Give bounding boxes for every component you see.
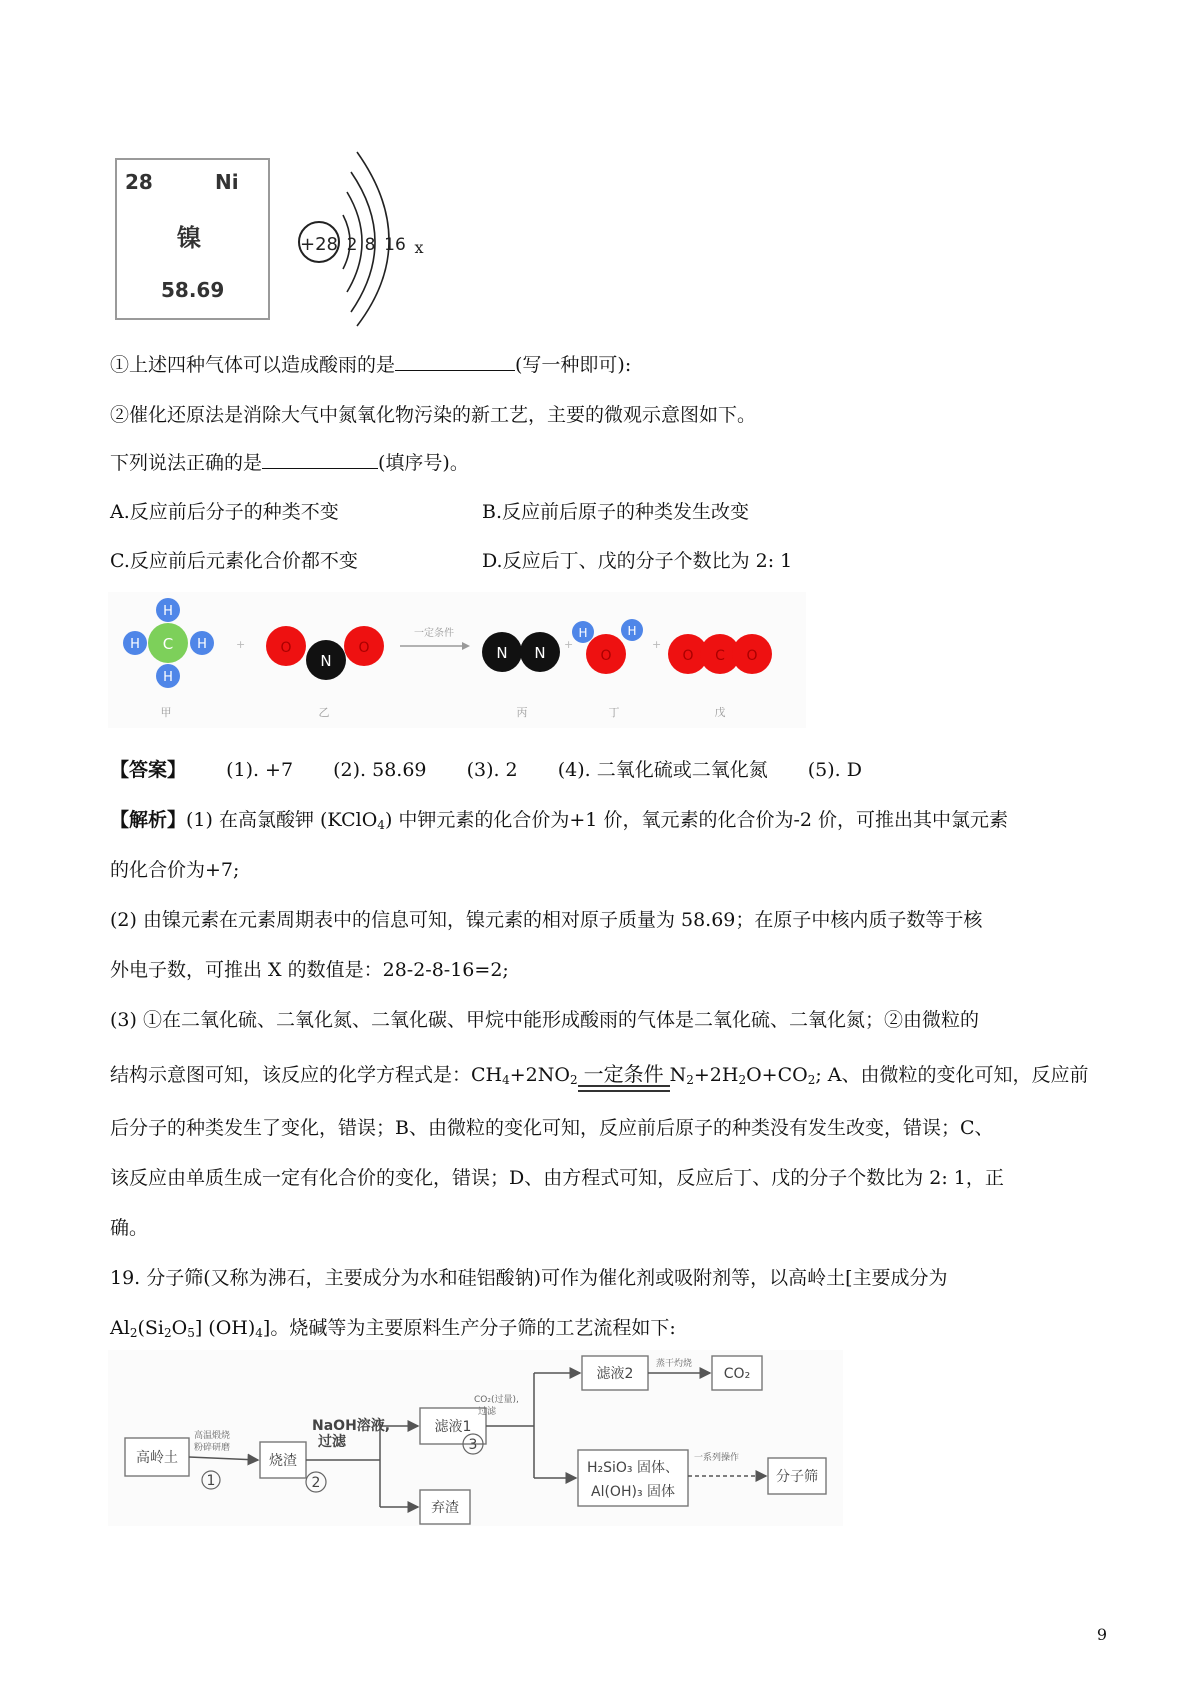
shell-4: x	[414, 238, 424, 257]
svg-text:N: N	[496, 644, 508, 662]
molecule-carbon-dioxide	[668, 634, 772, 674]
svg-text:Al(OH)₃ 固体: Al(OH)₃ 固体	[591, 1484, 675, 1500]
analysis-line-3: (2) 由镍元素在元素周期表中的信息可知，镍元素的相对原子质量为 58.69；在原子中核内质子数等于核	[110, 909, 983, 931]
svg-text:O: O	[746, 648, 758, 664]
svg-text:C: C	[715, 648, 725, 664]
svg-text:H: H	[163, 670, 173, 685]
label-yi: 乙	[318, 706, 330, 719]
answer-5: (5). D	[807, 759, 862, 781]
atomic-number: 28	[125, 170, 153, 194]
svg-text:O: O	[600, 648, 612, 664]
svg-text:O: O	[280, 640, 292, 656]
page-number: 9	[1096, 1625, 1107, 1644]
element-name: 镍	[177, 224, 201, 252]
atomic-mass: 58.69	[161, 278, 225, 302]
answer-2: (2). 58.69	[333, 759, 427, 781]
option-c: C.反应前后元素化合价都不变	[110, 550, 358, 572]
molecule-water	[572, 619, 643, 674]
arrow-condition: 一定条件	[414, 628, 454, 639]
shell-1: 2	[346, 235, 358, 255]
svg-text:1: 1	[206, 1473, 216, 1489]
nucleus-charge: +28	[300, 234, 338, 255]
analysis-line-1: 【解析】(1) 在高氯酸钾 (KClO$_4$) 中钾元素的化合价为+1 价，氧元素的化合价为-2 价，可推出其中氯元素	[110, 809, 1008, 832]
reaction-micro-diagram	[108, 592, 806, 728]
analysis-line-4: 外电子数，可推出 X 的数值是：28-2-8-16=2;	[110, 959, 509, 981]
svg-text:CO₂: CO₂	[723, 1366, 751, 1382]
element-symbol: Ni	[215, 170, 239, 194]
label-bing: 丙	[516, 706, 528, 719]
svg-text:H: H	[163, 604, 173, 619]
svg-text:烧渣: 烧渣	[269, 1453, 297, 1469]
label-ding: 丁	[608, 706, 620, 719]
molecule-methane	[123, 598, 214, 688]
svg-text:H₂SiO₃ 固体、: H₂SiO₃ 固体、	[587, 1460, 679, 1476]
svg-text:+: +	[564, 638, 574, 651]
svg-text:O: O	[358, 640, 370, 656]
analysis-line-2: 的化合价为+7;	[110, 859, 240, 881]
molecule-nitrogen-dioxide	[266, 626, 384, 680]
shell-3: 16	[384, 235, 406, 255]
svg-text:过滤: 过滤	[318, 1434, 346, 1450]
svg-text:2: 2	[311, 1475, 321, 1491]
periodic-element-card	[115, 158, 270, 320]
molecule-nitrogen	[482, 632, 560, 672]
reaction-arrow	[400, 626, 470, 650]
svg-text:过滤: 过滤	[478, 1407, 497, 1417]
label-wu: 戊	[714, 706, 726, 719]
answer-1: (1). +7	[226, 759, 294, 781]
answer-4: (4). 二氧化硫或二氧化氮	[557, 759, 768, 781]
analysis-line-6: 结构示意图可知，该反应的化学方程式是：$CH_4+2NO_2$ 一定条件 $N_2+2H_2O+CO_2$; A、由微粒的变化可知，反应前	[110, 1060, 1089, 1092]
svg-text:一系列操作: 一系列操作	[694, 1453, 740, 1463]
question-2-ask: 下列说法正确的是 (填序号)。	[110, 452, 469, 474]
svg-text:蒸干灼烧: 蒸干灼烧	[656, 1359, 693, 1369]
svg-text:N: N	[534, 644, 546, 662]
question-19-line-2: $Al_2(Si_2O_5]$ $(OH)_4$]。烧碱等为主要原料生产分子筛的工艺流程如下:	[110, 1317, 676, 1340]
question-1: ①上述四种气体可以造成酸雨的是 (写一种即可):	[110, 354, 632, 376]
svg-text:+: +	[236, 638, 246, 651]
process-flowchart	[108, 1350, 843, 1526]
svg-text:H: H	[197, 637, 207, 652]
svg-text:CO₂(过量),: CO₂(过量),	[474, 1395, 519, 1405]
reaction-condition: 一定条件	[578, 1064, 670, 1092]
svg-text:粉碎研磨: 粉碎研磨	[194, 1443, 231, 1453]
answer-3: (3). 2	[466, 759, 518, 781]
question-19-line-1: 19. 分子筛(又称为沸石，主要成分为水和硅铝酸钠)可作为催化剂或吸附剂等，以高岭土[主要成分为	[110, 1267, 948, 1289]
label-jia: 甲	[160, 706, 172, 719]
svg-text:N: N	[320, 652, 332, 670]
answer-line	[110, 755, 862, 782]
analysis-line-9: 确。	[110, 1217, 149, 1239]
svg-text:H: H	[130, 637, 140, 652]
svg-text:高温煅烧: 高温煅烧	[194, 1431, 231, 1441]
answer-blank-1[interactable]	[395, 352, 515, 371]
answer-blank-2[interactable]	[262, 450, 378, 469]
option-a: A.反应前后分子的种类不变	[110, 501, 339, 523]
shell-2: 8	[364, 235, 376, 255]
svg-text:C: C	[162, 635, 174, 653]
svg-text:滤液1: 滤液1	[434, 1419, 472, 1435]
analysis-line-7: 后分子的种类发生了变化，错误；B、由微粒的变化可知，反应前后原子的种类没有发生改变，错误；C、	[110, 1117, 994, 1139]
option-d: D.反应后丁、戊的分子个数比为 2: 1	[482, 550, 793, 572]
svg-text:分子筛: 分子筛	[776, 1469, 818, 1485]
svg-text:弃渣: 弃渣	[431, 1500, 459, 1516]
atom-structure-diagram	[295, 140, 465, 330]
svg-text:O: O	[682, 648, 694, 664]
svg-text:3: 3	[468, 1437, 478, 1453]
answer-label: 【答案】	[110, 759, 187, 781]
svg-text:+: +	[652, 638, 662, 651]
analysis-line-5: (3) ①在二氧化硫、二氧化氮、二氧化碳、甲烷中能形成酸雨的气体是二氧化硫、二氧化氮；②由微粒的	[110, 1009, 979, 1031]
option-b: B.反应前后原子的种类发生改变	[482, 501, 750, 523]
svg-text:滤液2: 滤液2	[596, 1366, 634, 1382]
svg-text:H: H	[578, 626, 588, 640]
question-2-text: ②催化还原法是消除大气中氮氧化物污染的新工艺，主要的微观示意图如下。	[110, 404, 757, 426]
analysis-line-8: 该反应由单质生成一定有化合价的变化，错误；D、由方程式可知，反应后丁、戊的分子个数比为 2: 1，正	[110, 1167, 1004, 1189]
svg-text:NaOH溶液,: NaOH溶液,	[312, 1418, 391, 1434]
svg-text:高岭土: 高岭土	[136, 1450, 178, 1466]
analysis-label: 【解析】	[110, 809, 187, 831]
svg-text:H: H	[627, 624, 637, 638]
